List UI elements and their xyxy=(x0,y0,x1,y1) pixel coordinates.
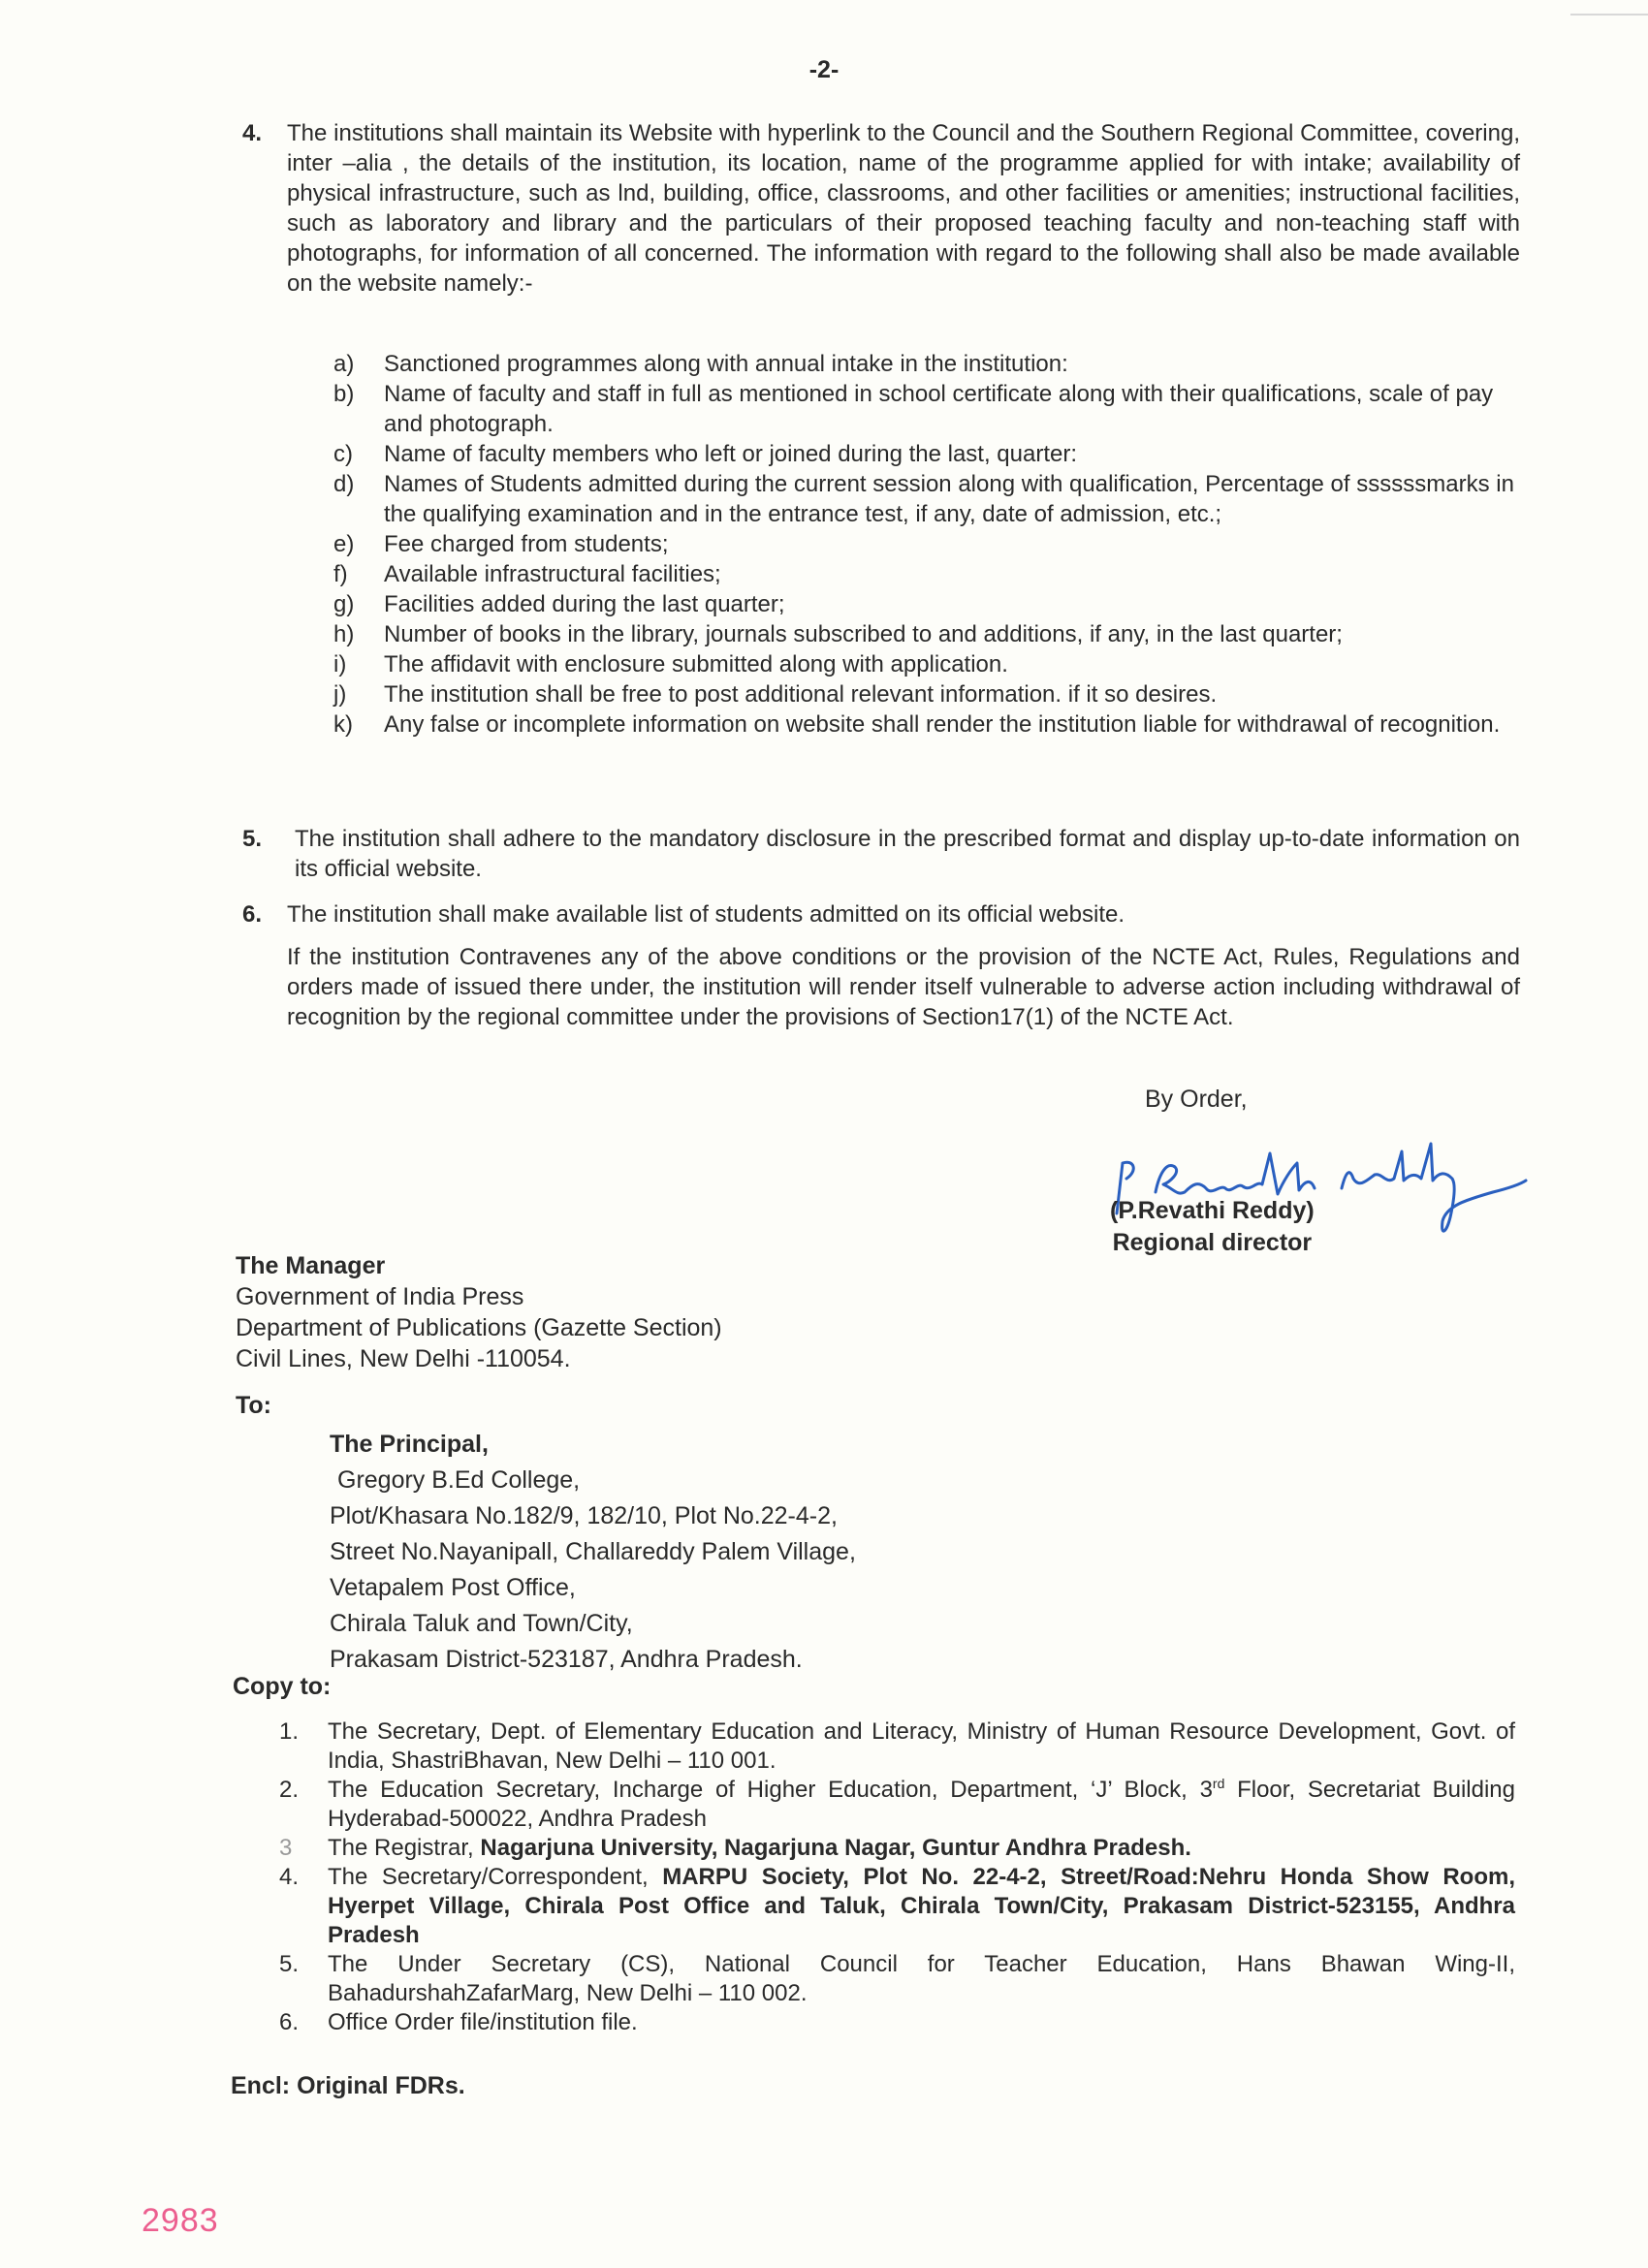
copy-to-list xyxy=(279,1717,1515,2037)
address-line: Prakasam District-523187, Andhra Pradesh. xyxy=(330,1646,803,1673)
signatory-block xyxy=(1110,1195,1315,1259)
copy-item-text: Floor, Secretariat Building Hyderabad-500022, Andhra Pradesh xyxy=(328,1777,1515,1832)
ordinal-suffix: rd xyxy=(1212,1776,1225,1791)
copy-item-text: The Registrar, xyxy=(328,1835,481,1861)
paragraph-text: The institutions shall maintain its Website with hyperlink to the Council and the Southern Regional Committee, covering, inter –alia , the details of the institution, its location, name of the programme applied for with intake; availability of physical infrastructure, such as lnd, building, office, classrooms, and other facilities or amenities; instructional facilities, such as laboratory and library and the particulars of their proposed teaching faculty and non-teaching staff with photographs, for information of all concerned. The information with regard to the following shall also be made available on the website namely:- xyxy=(287,120,1520,297)
list-label: c) xyxy=(333,441,353,467)
copy-item xyxy=(279,1863,1515,1950)
copy-item xyxy=(279,1950,1515,2008)
list-text: Facilities added during the last quarter; xyxy=(384,591,785,617)
closing-paragraph: If the institution Contravenes any of the above conditions or the provision of the NCTE Act, Rules, Regulations and orders made of issued there under, the institution will render itself vulnerable to adverse action including withdrawal of recognition by the regional committee under the provisions of Section17(1) of the NCTE Act. xyxy=(287,944,1520,1030)
list-text: Sanctioned programmes along with annual intake in the institution: xyxy=(384,351,1068,377)
paragraph-text: The institution shall adhere to the mandatory disclosure in the prescribed format and display up-to-date information on its official website. xyxy=(295,826,1520,882)
address-line: Chirala Taluk and Town/City, xyxy=(330,1610,633,1637)
list-label: b) xyxy=(333,381,355,407)
list-item xyxy=(330,439,1522,469)
copy-item xyxy=(279,1717,1515,1776)
paragraph-6 xyxy=(242,899,1520,929)
address-line: Civil Lines, New Delhi -110054. xyxy=(236,1345,571,1372)
copy-item-bold-text: Nagarjuna University, Nagarjuna Nagar, Guntur Andhra Pradesh. xyxy=(480,1835,1191,1861)
list-text: Name of faculty and staff in full as mentioned in school certificate along with their qualifications, scale of pay and photograph. xyxy=(384,381,1494,437)
website-info-list xyxy=(330,349,1522,740)
paragraph-text: The institution shall make available list of students admitted on its official website. xyxy=(287,901,1125,928)
list-label: j) xyxy=(333,681,347,708)
copy-item-number: 2. xyxy=(279,1777,300,1803)
list-item xyxy=(330,589,1522,619)
paragraph-5 xyxy=(242,824,1520,884)
list-item xyxy=(330,619,1522,649)
copy-item-text: The Secretary/Correspondent, xyxy=(328,1864,663,1890)
list-label: g) xyxy=(333,591,355,617)
paragraph-number: 5. xyxy=(242,826,263,852)
by-order-text: By Order, xyxy=(1145,1086,1248,1113)
copy-item-number: 1. xyxy=(279,1718,300,1745)
list-label: i) xyxy=(333,651,347,677)
list-text: The institution shall be free to post additional relevant information. if it so desires. xyxy=(384,681,1218,708)
list-label: h) xyxy=(333,621,355,647)
address-line: Vetapalem Post Office, xyxy=(330,1574,576,1601)
signatory-designation: Regional director xyxy=(1112,1229,1313,1256)
list-text: Names of Students admitted during the current session along with qualification, Percentage of ssssssmarks in the qualifying examination and in the entrance test, if any, date of admission, etc.; xyxy=(384,471,1514,527)
copy-to-label: Copy to: xyxy=(233,1673,332,1700)
list-item xyxy=(330,709,1522,740)
list-item xyxy=(330,529,1522,559)
paragraph-number: 4. xyxy=(242,120,263,146)
address-line: Government of India Press xyxy=(236,1283,524,1310)
enclosure-note: Encl: Original FDRs. xyxy=(231,2072,465,2099)
copy-item-number: 4. xyxy=(279,1864,300,1890)
paragraph-4 xyxy=(242,118,1520,299)
copy-item-number: 3 xyxy=(279,1835,293,1861)
copy-item-number: 6. xyxy=(279,2009,300,2035)
address-line: Plot/Khasara No.182/9, 182/10, Plot No.22-4-2, xyxy=(330,1502,838,1529)
copy-item xyxy=(279,2008,1515,2037)
list-text: Available infrastructural facilities; xyxy=(384,561,721,587)
list-item xyxy=(330,379,1522,439)
list-item xyxy=(330,349,1522,379)
copy-item-text: The Secretary, Dept. of Elementary Education and Literacy, Ministry of Human Resource Development, Govt. of India, ShastriBhavan, New Delhi – 110 001. xyxy=(328,1718,1515,1774)
list-text: Fee charged from students; xyxy=(384,531,669,557)
list-text: Number of books in the library, journals subscribed to and additions, if any, in the last quarter; xyxy=(384,621,1343,647)
to-label: To: xyxy=(236,1392,272,1419)
stamp-number: 2983 xyxy=(142,2202,219,2239)
manager-title: The Manager xyxy=(236,1252,386,1279)
list-label: k) xyxy=(333,711,353,738)
list-label: d) xyxy=(333,471,355,497)
list-label: a) xyxy=(333,351,355,377)
copy-item-text: The Under Secretary (CS), National Council for Teacher Education, Hans Bhawan Wing-II, BahadurshahZafarMarg, New Delhi – 110 002. xyxy=(328,1951,1515,2006)
copy-item-number: 5. xyxy=(279,1951,300,1977)
list-label: e) xyxy=(333,531,355,557)
signatory-name: (P.Revathi Reddy) xyxy=(1110,1197,1315,1224)
address-line: Gregory B.Ed College, xyxy=(337,1466,581,1494)
address-line: Department of Publications (Gazette Section) xyxy=(236,1314,722,1341)
paragraph-number: 6. xyxy=(242,901,263,928)
list-item xyxy=(330,649,1522,679)
recipient-title: The Principal, xyxy=(330,1431,489,1458)
copy-item-bold-text: MARPU Society, Plot No. 22-4-2, Street/Road:Nehru Honda Show Room, Hyerpet Village, Chirala Post Office and Taluk, Chirala Town/City, Prakasam District-523155, Andhra Pradesh xyxy=(328,1864,1515,1948)
list-text: Any false or incomplete information on website shall render the institution liable for withdrawal of recognition. xyxy=(384,711,1501,738)
copy-item xyxy=(279,1776,1515,1834)
copy-item-text: Office Order file/institution file. xyxy=(328,2009,638,2035)
copy-item-text: The Education Secretary, Incharge of Higher Education, Department, ‘J’ Block, 3 xyxy=(328,1777,1213,1803)
scan-edge-mark xyxy=(1570,14,1648,16)
list-label: f) xyxy=(333,561,348,587)
recipient-address xyxy=(330,1427,856,1678)
page-number: -2- xyxy=(808,56,840,83)
manager-address xyxy=(236,1250,722,1374)
copy-item xyxy=(279,1834,1515,1863)
list-item xyxy=(330,469,1522,529)
list-text: Name of faculty members who left or joined during the last, quarter: xyxy=(384,441,1078,467)
list-item xyxy=(330,559,1522,589)
address-line: Street No.Nayanipall, Challareddy Palem Village, xyxy=(330,1538,856,1565)
list-item xyxy=(330,679,1522,709)
list-text: The affidavit with enclosure submitted along with application. xyxy=(384,651,1008,677)
